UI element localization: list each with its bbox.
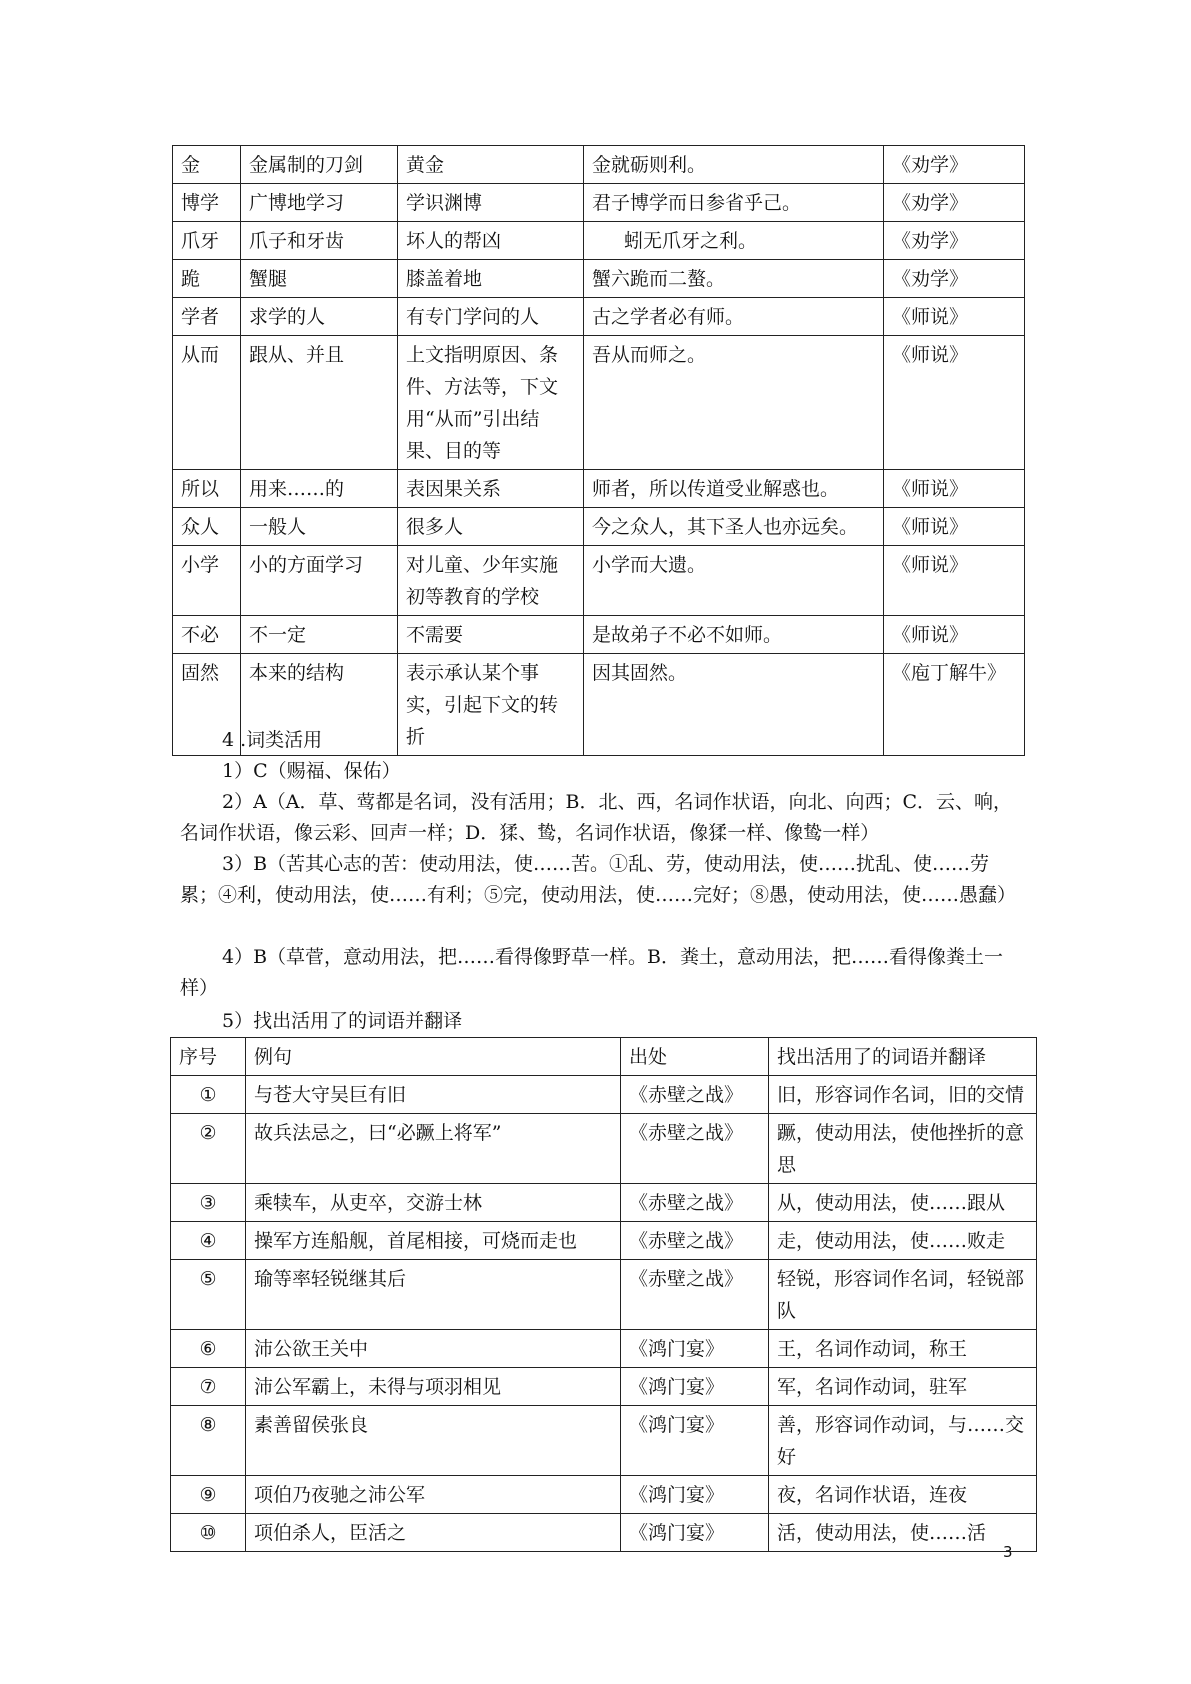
example-cell: 是故弟子不必不如师。	[584, 616, 884, 654]
table-row	[173, 470, 1025, 508]
example-cell: 师者，所以传道受业解惑也。	[584, 470, 884, 508]
word-cell: 跪	[173, 260, 241, 298]
number-cell: ⑤	[171, 1260, 246, 1330]
section-heading: 4 .词类活用	[222, 729, 323, 751]
source-cell: 《劝学》	[884, 146, 1025, 184]
example-cell: 吾从而师之。	[584, 336, 884, 470]
example-cell: 因其固然。	[584, 654, 884, 756]
example-cell: 瑜等率轻锐继其后	[246, 1260, 621, 1330]
ancient-meaning-cell: 金属制的刀剑	[241, 146, 398, 184]
table-row	[173, 616, 1025, 654]
translation-cell: 旧，形容词作名词，旧的交情	[769, 1076, 1037, 1114]
ancient-meaning-cell: 一般人	[241, 508, 398, 546]
modern-meaning-cell: 膝盖着地	[398, 260, 584, 298]
table-row	[173, 222, 1025, 260]
translation-cell: 善，形容词作动词，与……交好	[769, 1406, 1037, 1476]
example-cell: 蚓无爪牙之利。	[584, 222, 884, 260]
example-cell: 故兵法忌之，曰“必蹶上将军”	[246, 1114, 621, 1184]
word-cell: 学者	[173, 298, 241, 336]
word-cell: 所以	[173, 470, 241, 508]
translation-cell: 军，名词作动词，驻军	[769, 1368, 1037, 1406]
word-cell: 爪牙	[173, 222, 241, 260]
header-number: 序号	[171, 1038, 246, 1076]
number-cell: ⑩	[171, 1514, 246, 1552]
number-cell: ①	[171, 1076, 246, 1114]
number-cell: ④	[171, 1222, 246, 1260]
header-example: 例句	[246, 1038, 621, 1076]
example-cell: 项伯杀人，臣活之	[246, 1514, 621, 1552]
table-row	[171, 1368, 1037, 1406]
modern-meaning-cell: 对儿童、少年实施初等教育的学校	[398, 546, 584, 616]
example-cell: 金就砺则利。	[584, 146, 884, 184]
table-row	[171, 1076, 1037, 1114]
answer-item-4: 4）B（草菅，意动用法，把……看得像野草一样。B．粪土，意动用法，把……看得像粪土一样）	[180, 946, 1004, 999]
header-source: 出处	[621, 1038, 769, 1076]
source-cell: 《师说》	[884, 298, 1025, 336]
table-row	[171, 1514, 1037, 1552]
word-cell: 博学	[173, 184, 241, 222]
table-row	[171, 1114, 1037, 1184]
modern-meaning-cell: 黄金	[398, 146, 584, 184]
source-cell: 《赤壁之战》	[621, 1076, 769, 1114]
ancient-meaning-cell: 蟹腿	[241, 260, 398, 298]
modern-meaning-cell: 坏人的帮凶	[398, 222, 584, 260]
source-cell: 《赤壁之战》	[621, 1184, 769, 1222]
modern-meaning-cell: 很多人	[398, 508, 584, 546]
example-cell: 项伯乃夜驰之沛公军	[246, 1476, 621, 1514]
table-row	[171, 1184, 1037, 1222]
word-cell: 不必	[173, 616, 241, 654]
table-row	[173, 146, 1025, 184]
table-row	[171, 1406, 1037, 1476]
example-cell: 蟹六跪而二螯。	[584, 260, 884, 298]
example-cell: 与苍大守吴巨有旧	[246, 1076, 621, 1114]
table-row	[171, 1330, 1037, 1368]
translation-cell: 轻锐，形容词作名词，轻锐部队	[769, 1260, 1037, 1330]
word-meaning-table	[172, 145, 1025, 756]
answer-item-3: 3）B（苦其心志的苦：使动用法，使……苦。①乱、劳，使动用法，使……扰乱、使……劳累；④利，使动用法，使……有利；⑤完，使动用法，使……完好；⑧愚，使动用法，使……愚蠢）	[180, 853, 1017, 906]
source-cell: 《劝学》	[884, 184, 1025, 222]
translation-cell: 走，使动用法，使……败走	[769, 1222, 1037, 1260]
source-cell: 《师说》	[884, 470, 1025, 508]
example-cell: 沛公军霸上，未得与项羽相见	[246, 1368, 621, 1406]
example-cell: 君子博学而日参省乎己。	[584, 184, 884, 222]
source-cell: 《师说》	[884, 546, 1025, 616]
number-cell: ⑦	[171, 1368, 246, 1406]
source-cell: 《师说》	[884, 508, 1025, 546]
modern-meaning-cell: 上文指明原因、条件、方法等，下文用“从而”引出结果、目的等	[398, 336, 584, 470]
modern-meaning-cell: 表因果关系	[398, 470, 584, 508]
word-cell: 金	[173, 146, 241, 184]
table-row	[171, 1222, 1037, 1260]
ancient-meaning-cell: 不一定	[241, 616, 398, 654]
source-cell: 《师说》	[884, 616, 1025, 654]
source-cell: 《赤壁之战》	[621, 1260, 769, 1330]
translation-cell: 王，名词作动词，称王	[769, 1330, 1037, 1368]
ancient-meaning-cell: 爪子和牙齿	[241, 222, 398, 260]
translation-cell: 从，使动用法，使……跟从	[769, 1184, 1037, 1222]
example-cell: 沛公欲王关中	[246, 1330, 621, 1368]
example-cell: 乘犊车，从吏卒，交游士林	[246, 1184, 621, 1222]
modern-meaning-cell: 表示承认某个事实，引起下文的转折	[398, 654, 584, 756]
number-cell: ⑨	[171, 1476, 246, 1514]
number-cell: ③	[171, 1184, 246, 1222]
table-row	[173, 508, 1025, 546]
word-cell: 固然	[173, 654, 241, 756]
source-cell: 《庖丁解牛》	[884, 654, 1025, 756]
modern-meaning-cell: 有专门学问的人	[398, 298, 584, 336]
example-cell: 素善留侯张良	[246, 1406, 621, 1476]
source-cell: 《劝学》	[884, 260, 1025, 298]
word-cell: 小学	[173, 546, 241, 616]
answer-item-2: 2）A（A．草、莺都是名词，没有活用；B．北、西，名词作状语，向北、向西；C．云、响，名词作状语，像云彩、回声一样；D．猱、鸷，名词作状语，像猱一样、像鸷一样）	[180, 791, 1013, 844]
source-cell: 《劝学》	[884, 222, 1025, 260]
source-cell: 《鸿门宴》	[621, 1368, 769, 1406]
table-row	[173, 184, 1025, 222]
modern-meaning-cell: 不需要	[398, 616, 584, 654]
table-row	[173, 260, 1025, 298]
table-row	[171, 1476, 1037, 1514]
ancient-meaning-cell: 求学的人	[241, 298, 398, 336]
page-number: 3	[1003, 1543, 1013, 1561]
ancient-meaning-cell: 广博地学习	[241, 184, 398, 222]
word-usage-table	[170, 1037, 1037, 1552]
source-cell: 《赤壁之战》	[621, 1222, 769, 1260]
example-cell: 小学而大遗。	[584, 546, 884, 616]
example-cell: 古之学者必有师。	[584, 298, 884, 336]
answer-item-5: 5）找出活用了的词语并翻译	[222, 1010, 463, 1032]
table-row	[171, 1260, 1037, 1330]
ancient-meaning-cell: 小的方面学习	[241, 546, 398, 616]
number-cell: ⑧	[171, 1406, 246, 1476]
translation-cell: 蹶，使动用法，使他挫折的意思	[769, 1114, 1037, 1184]
example-cell: 今之众人，其下圣人也亦远矣。	[584, 508, 884, 546]
ancient-meaning-cell: 本来的结构	[241, 654, 398, 756]
source-cell: 《赤壁之战》	[621, 1114, 769, 1184]
word-cell: 众人	[173, 508, 241, 546]
source-cell: 《师说》	[884, 336, 1025, 470]
modern-meaning-cell: 学识渊博	[398, 184, 584, 222]
answer-item-1: 1）C（赐福、保佑）	[222, 760, 401, 782]
source-cell: 《鸿门宴》	[621, 1406, 769, 1476]
table-row	[173, 336, 1025, 470]
example-cell: 操军方连船舰，首尾相接，可烧而走也	[246, 1222, 621, 1260]
table-header-row	[171, 1038, 1037, 1076]
table-row	[173, 546, 1025, 616]
ancient-meaning-cell: 用来……的	[241, 470, 398, 508]
header-translation: 找出活用了的词语并翻译	[769, 1038, 1037, 1076]
number-cell: ⑥	[171, 1330, 246, 1368]
translation-cell: 夜，名词作状语，连夜	[769, 1476, 1037, 1514]
table-row	[173, 298, 1025, 336]
number-cell: ②	[171, 1114, 246, 1184]
word-cell: 从而	[173, 336, 241, 470]
translation-cell: 活，使动用法，使……活	[769, 1514, 1037, 1552]
source-cell: 《鸿门宴》	[621, 1514, 769, 1552]
ancient-meaning-cell: 跟从、并且	[241, 336, 398, 470]
source-cell: 《鸿门宴》	[621, 1330, 769, 1368]
source-cell: 《鸿门宴》	[621, 1476, 769, 1514]
